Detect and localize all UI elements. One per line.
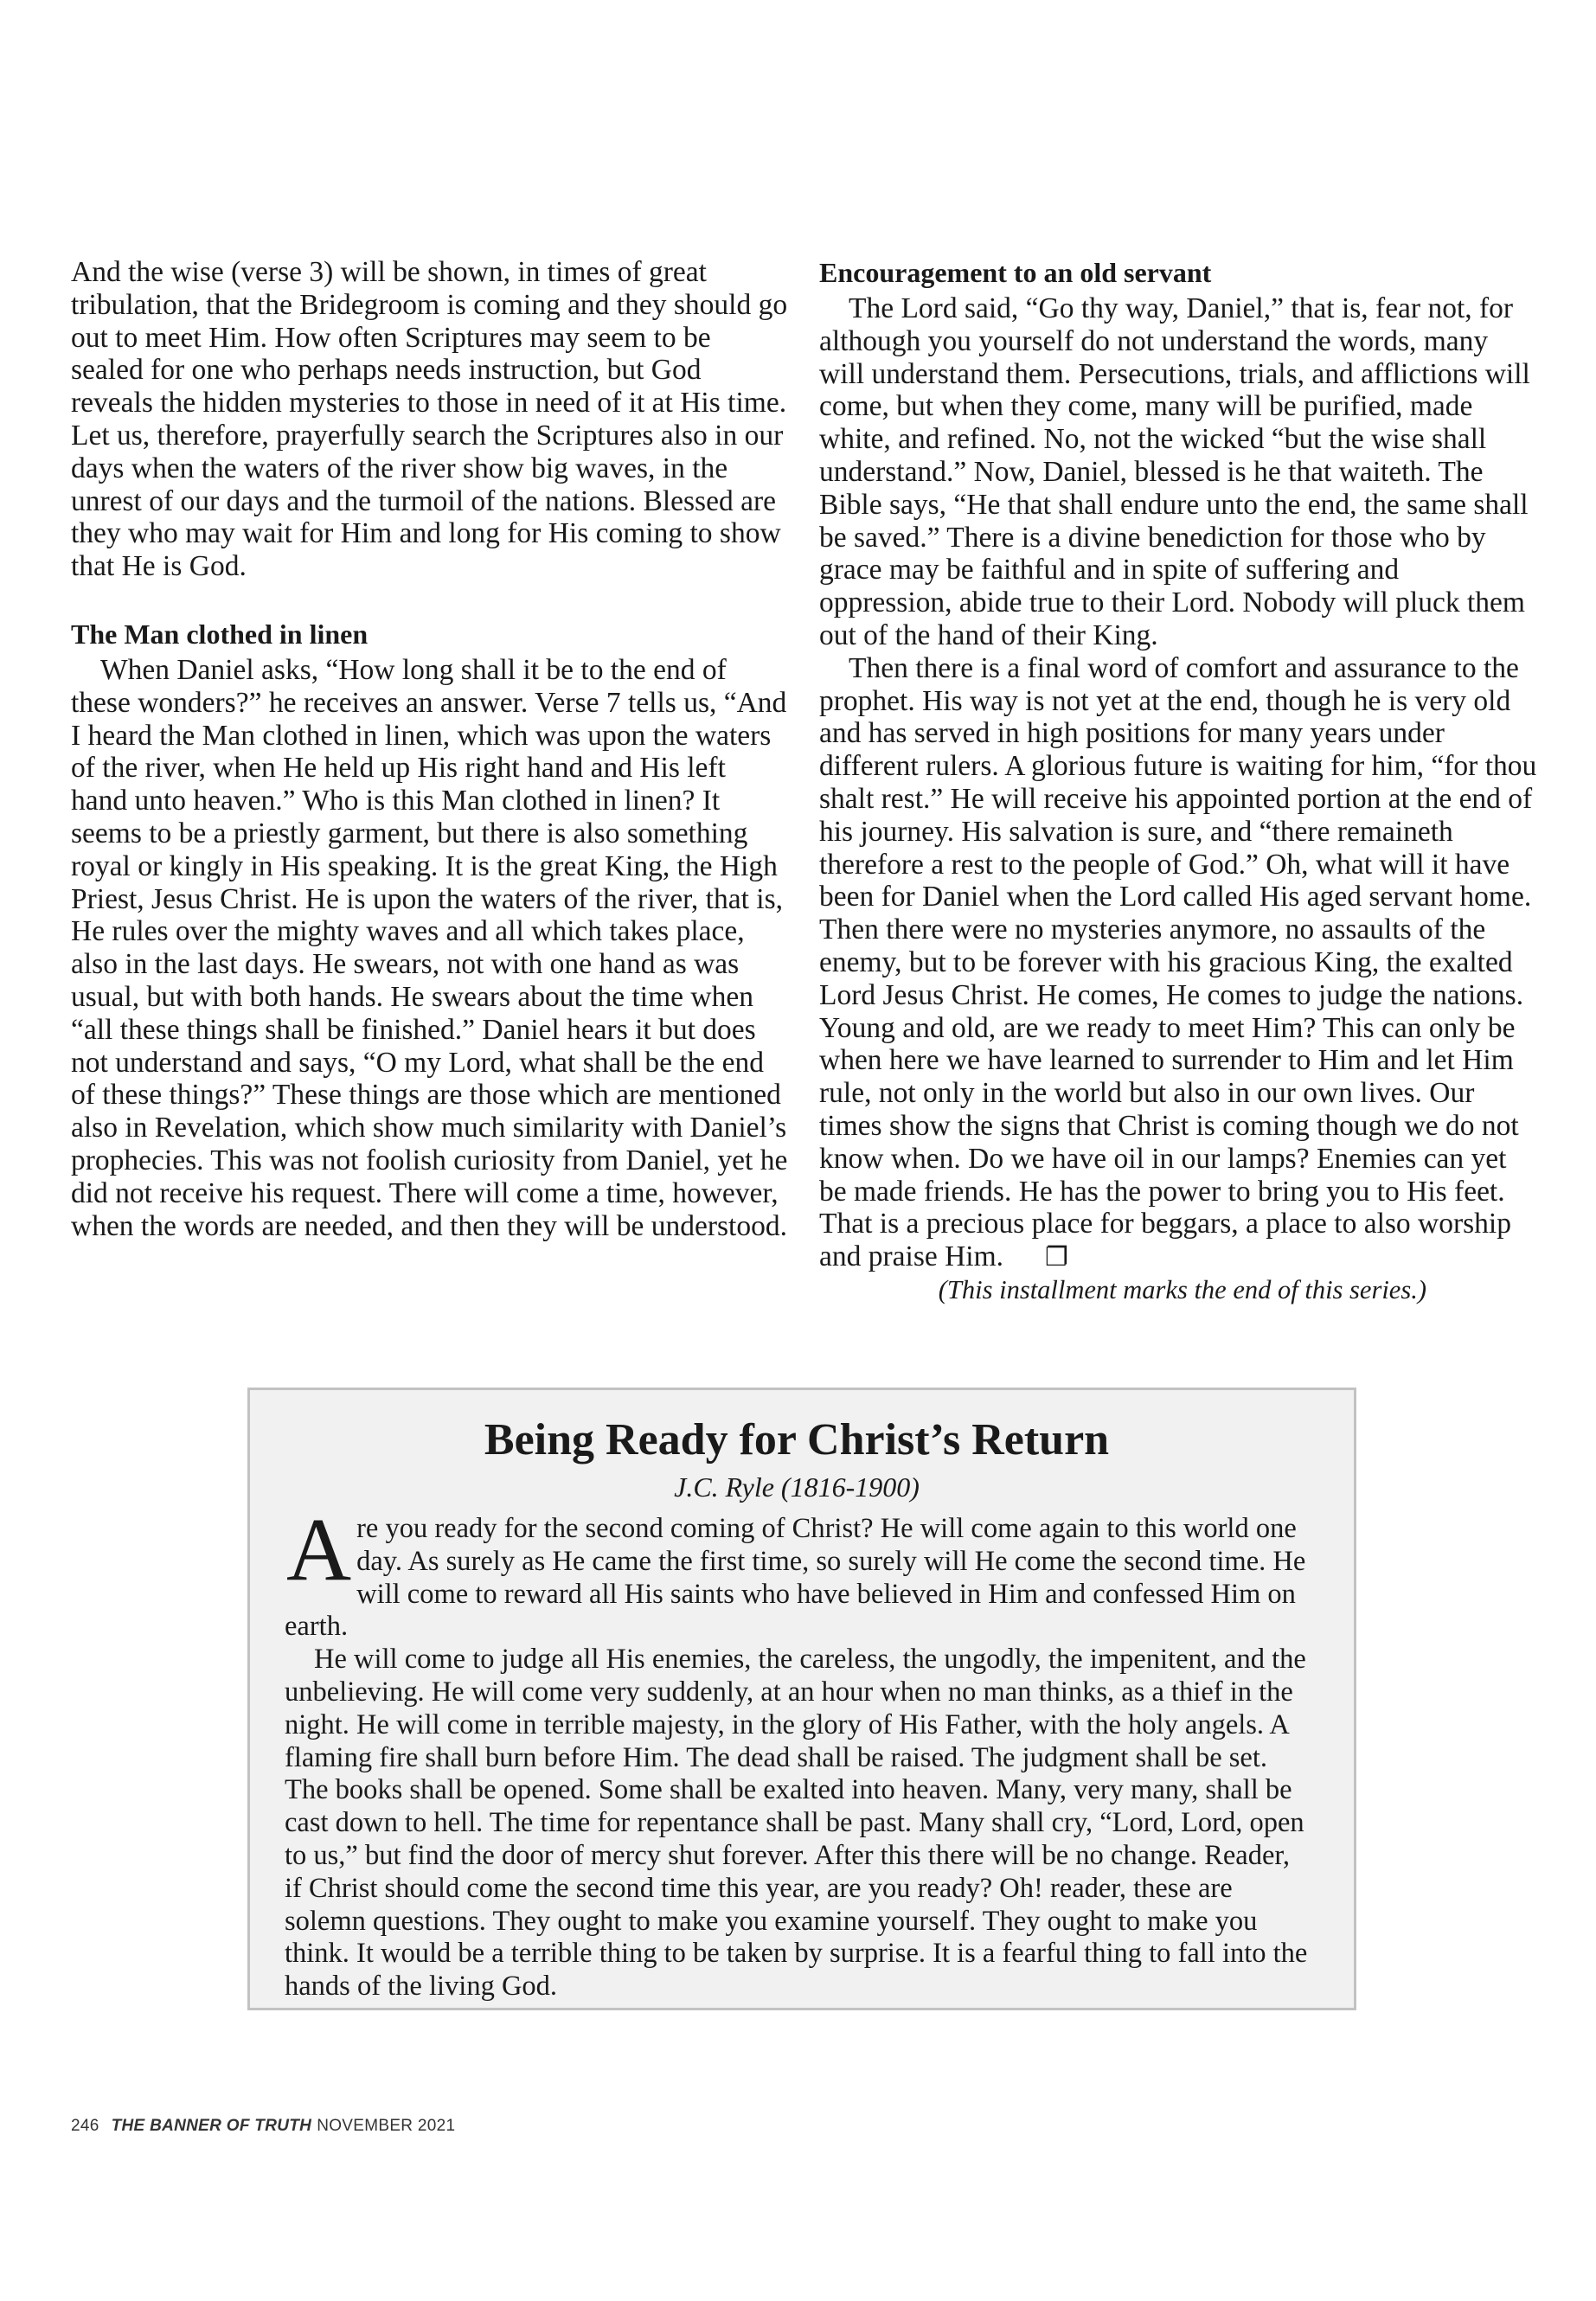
page-footer xyxy=(71,2117,455,2136)
issue-date: NOVEMBER 2021 xyxy=(317,2117,456,2135)
publication-name: THE BANNER OF TRUTH xyxy=(111,2117,312,2135)
sidebar-paragraph-2: He will come to judge all His enemies, the careless, the ungodly, the impenitent, and the unbelieving. He will come very suddenly, at an hour when no man thinks, as a thief in the night. He will come in terrible majesty, in the glory of His Father, with the holy angels. A flaming fire shall burn before Him. The dead shall be raised. The judgment shall be set. The books shall be opened. Some shall be exalted into heaven. Many, very many, shall be cast down to hell. The time for repentance shall be past. Many shall cry, “Lord, Lord, open to us,” but find the door of mercy shut forever. After this there will be no change. Reader, if Christ should come the second time this year, are you ready? Oh! reader, these are solemn questions. They ought to make you examine yourself. They ought to make you think. It would be a terrible thing to be taken by surprise. It is a fearful thing to fall into the hands of the living God. xyxy=(285,1644,1308,2003)
sidebar-box xyxy=(247,1388,1356,2010)
section-heading-man-in-linen: The Man clothed in linen xyxy=(71,618,369,650)
sidebar-paragraph-1 xyxy=(285,1500,1309,1644)
old-servant-paragraph-2 xyxy=(819,652,1537,1274)
end-mark-icon: ❐ xyxy=(1045,1243,1068,1272)
man-in-linen-paragraph: When Daniel asks, “How long shall it be to the end of these wonders?” he receives an answer. Verse 7 tells us, “And I heard the Man clothed in linen, which was upon the waters of the river, when He held up His right hand and His left hand unto heaven.” Who is this Man clothed in linen? It seems to be a priestly garment, but there is also something royal or kingly in His speaking. It is the great King, the High Priest, Jesus Christ. He is upon the waters of the river, that is, He rules over the mighty waves and all which takes place, also in the last days. He swears, not with one hand as was usual, but with both hands. He swears about the time when “all these things shall be finished.” Daniel hears it but does not understand and says, “O my Lord, what shall be the end of these things?” These things are those which are mentioned also in Revelation, which show much similarity with Daniel’s prophecies. This was not foolish curiosity from Daniel, yet he did not receive his request. There will come a time, however, when the words are needed, and then they will be understood. xyxy=(71,653,788,1242)
series-note: (This installment marks the end of this series.) xyxy=(938,1274,1426,1304)
section-heading-old-servant: Encouragement to an old servant xyxy=(819,257,1212,288)
page-number: 246 xyxy=(71,2117,99,2135)
sidebar-title: Being Ready for Christ’s Return xyxy=(484,1415,1110,1465)
drop-cap: A xyxy=(286,1500,352,1599)
old-servant-paragraph-2-text: Then there is a final word of comfort and assurance to the prophet. His way is not yet at the end, though he is very old and has served in high positions for many years under different rulers. A glorious future is waiting for him, “for thou shalt rest.” He will receive his appointed portion at the end of his journey. His salvation is sure, and “there remaineth therefore a rest to the people of God.” Oh, what will it have been for Daniel when the Lord called His aged servant home. Then there were no mysteries anymore, no assaults of the enemy, but to be forever with his gracious King, the exalted Lord Jesus Christ. He comes, He comes to judge the nations. Young and old, are we ready to meet Him? This can only be when here we have learned to surrender to Him and let Him rule, not only in the world but also in our own lives. Our times show the signs that Christ is coming though we do not know when. Do we have oil in our lamps? Enemies can yet be made friends. He has the power to bring you to His feet. That is a precious place for beggars, a place to also worship and praise Him. xyxy=(819,651,1537,1273)
sidebar-author: J.C. Ryle (1816-1900) xyxy=(674,1471,920,1503)
left-column xyxy=(71,256,789,1242)
sidebar-paragraph-1-text: re you ready for the second coming of Christ? He will come again to this world one day. As surely as He came the first time, so surely will He come the second time. He will come to reward all His saints who have believed in Him and confessed Him on earth. xyxy=(285,1513,1306,1643)
old-servant-paragraph-1: The Lord said, “Go thy way, Daniel,” that is, fear not, for although you yourself do not understand the words, many will understand them. Persecutions, trials, and afflictions will come, but when they come, many will be purified, made white, and refined. No, not the wicked “but the wise shall understand.” Now, Daniel, blessed is he that waiteth. The Bible says, “He that shall endure unto the end, the same shall be saved.” There is a divine benediction for those who by grace may be faithful and in spite of suffering and oppression, abide true to their Lord. Nobody will pluck them out of the hand of their King. xyxy=(819,292,1530,651)
intro-paragraph: And the wise (verse 3) will be shown, in times of great tribulation, that the Bridegroom is coming and they should go out to meet Him. How often Scriptures may seem to be sealed for one who perhaps needs instruction, but God reveals the hidden mysteries to those in need of it at His time. Let us, therefore, prayerfully search the Scriptures also in our days when the waters of the river show big waves, in the unrest of our days and the turmoil of the nations. Blessed are they who may wait for Him and long for His coming to show that He is God. xyxy=(71,256,788,583)
right-column xyxy=(819,256,1537,1307)
